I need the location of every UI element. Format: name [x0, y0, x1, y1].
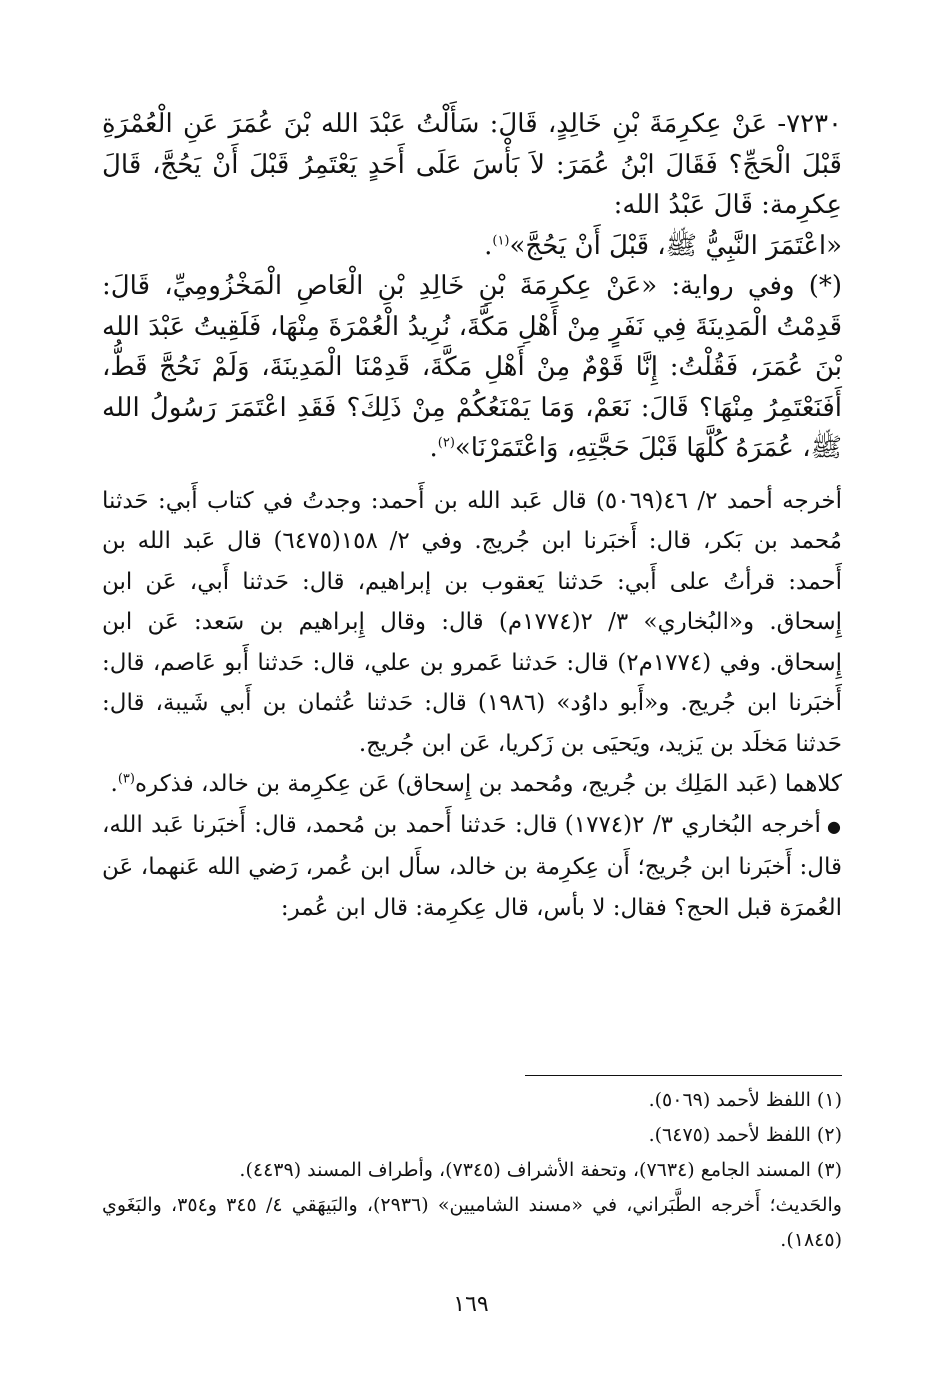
footnote-3-continuation: والحَديث؛ أَخرجه الطَّبَراني، في «مسند الشاميين» (٢٩٣٦)، والبَيهَقي ٤/ ٣٤٥ و٣٥٤، والبَغَوي (١٨٤٥). [102, 1194, 842, 1251]
footnote-ref-3: (٣) [117, 771, 135, 787]
hadith-quote: «اعْتَمَرَ النَّبِيُّ ﷺ، قَبْلَ أَنْ يَحُجَّ»$^{(١)}$. [484, 230, 842, 261]
page-number: ١٦٩ [453, 1292, 489, 1317]
footnote-ref-1: (١) [492, 232, 510, 248]
footnote-1: (١) اللفظ لأحمد (٥٠٦٩). [648, 1089, 842, 1111]
page-body [102, 104, 842, 928]
footnote-ref-2: (٢) [437, 435, 455, 451]
takhrij-paragraph-3: ● أخرجه البُخاري ٣/ ٢(١٧٧٤) قال: حَدثنا أَحمد بن مُحمد، قال: أَخبَرنا عَبد الله، قال: أَخبَرنا ابن جُريج؛ أَن عِكرِمة بن خالد، سأَل ابن عُمر، رَضي الله عَنهما، عَن العُمرَة قبل الحج؟ فقال: لا بأس، قال عِكرِمة: قال ابن عُمر: [102, 805, 842, 929]
hadith-opening-text: ٧٢٣٠- عَنْ عِكرِمَةَ بْنِ خَالِدٍ، قَالَ: سَأَلْتُ عَبْدَ الله بْنَ عُمَرَ عَنِ الْعُمْرَةِ قَبْلَ الْحَجِّ؟ فَقَالَ ابْنُ عُمَرَ: لاَ بَأْسَ عَلَى أَحَدٍ يَعْتَمِرُ قَبْلَ أَنْ يَحُجَّ، قَالَ عِكرِمة: قَالَ عَبْدُ الله: [102, 109, 842, 220]
footnote-3: (٣) المسند الجامع (٧٦٣٤)، وتحفة الأشراف (٧٣٤٥)، وأطراف المسند (٤٤٣٩). [239, 1159, 842, 1181]
hadith-riwaya: (*) وفي رواية: «عَنْ عِكرِمَةَ بْنِ خَالِدِ بْنِ الْعَاصِ الْمَخْزُومِيِّ، قَالَ: قَدِمْتُ الْمَدِينَةَ فِي نَفَرٍ مِنْ أَهْلِ مَكَّةَ، نُرِيدُ الْعُمْرَةَ مِنْهَا، فَلَقِيتُ عَبْدَ الله بْنَ عُمَرَ، فَقُلْتُ: إِنَّا قَوْمٌ مِنْ أَهْلِ مَكَّةَ، قَدِمْنَا الْمَدِينَةَ، وَلَمْ نَحُجَّ قَطُّ، أَفَنَعْتَمِرُ مِنْهَا؟ قَالَ: نَعَمْ، وَمَا يَمْنَعُكُمْ مِنْ ذَلِكَ؟ فَقَدِ اعْتَمَرَ رَسُولُ الله ﷺ، عُمَرَهُ كُلَّهَا قَبْلَ حَجَّتِهِ، وَاعْتَمَرْنَا»$^{(٢)}$. [102, 271, 842, 463]
footnote-2: (٢) اللفظ لأحمد (٦٤٧٥). [648, 1124, 842, 1146]
takhrij-paragraph-2-text: كلاهما (عَبد المَلِك بن جُريج، ومُحمد بن إِسحاق) عَن عِكرِمة بن خالد، فذكره [134, 771, 842, 797]
footnotes [102, 1083, 842, 1258]
takhrij-section [102, 481, 842, 929]
hadith-opening [102, 104, 842, 226]
takhrij-paragraph-1: أخرجه أحمد ٢/ ٤٦(٥٠٦٩) قال عَبد الله بن أَحمد: وجدتُ في كتاب أَبي: حَدثنا مُحمد بن بَكر، قال: أَخبَرنا ابن جُريج. وفي ٢/ ١٥٨(٦٤٧٥) قال عَبد الله بن أَحمد: قرأتُ على أَبي: حَدثنا يَعقوب بن إبراهيم، قال: حَدثنا أَبي، عَن ابن إِسحاق. و«البُخاري» ٣/ ٢(١٧٧٤م) قال: وقال إِبراهيم بن سَعد: عَن ابن إِسحاق. وفي (١٧٧٤م٢) قال: حَدثنا عَمرو بن علي، قال: حَدثنا أَبو عَاصم، قال: أَخبَرنا ابن جُريج. و«أَبو داوُد» (١٩٨٦) قال: حَدثنا عُثمان بن أَبي شَيبة، قال: حَدثنا مَخلَد بن يَزيد، ويَحيَى بن زَكريا، عَن ابن جُريج. [102, 487, 842, 757]
hadith-quote-text: «اعْتَمَرَ النَّبِيُّ ﷺ، قَبْلَ أَنْ يَحُجَّ» [509, 230, 842, 261]
hadith-text [102, 104, 842, 469]
hadith-riwaya-text: (*) وفي رواية: «عَنْ عِكرِمَةَ بْنِ خَالِدِ بْنِ الْعَاصِ الْمَخْزُومِيِّ، قَالَ: قَدِمْتُ الْمَدِينَةَ فِي نَفَرٍ مِنْ أَهْلِ مَكَّةَ، نُرِيدُ الْعُمْرَةَ مِنْهَا، فَلَقِيتُ عَبْدَ الله بْنَ عُمَرَ، فَقُلْتُ: إِنَّا قَوْمٌ مِنْ أَهْلِ مَكَّةَ، قَدِمْنَا الْمَدِينَةَ، وَلَمْ نَحُجَّ قَطُّ، أَفَنَعْتَمِرُ مِنْهَا؟ قَالَ: نَعَمْ، وَمَا يَمْنَعُكُمْ مِنْ ذَلِكَ؟ فَقَدِ اعْتَمَرَ رَسُولُ الله ﷺ، عُمَرَهُ كُلَّهَا قَبْلَ حَجَّتِهِ، وَاعْتَمَرْنَا» [102, 271, 842, 463]
footnote-divider [525, 1075, 842, 1076]
takhrij-paragraph-2: كلاهما (عَبد المَلِك بن جُريج، ومُحمد بن إِسحاق) عَن عِكرِمة بن خالد، فذكره$^{(٣)}$. [110, 771, 842, 797]
